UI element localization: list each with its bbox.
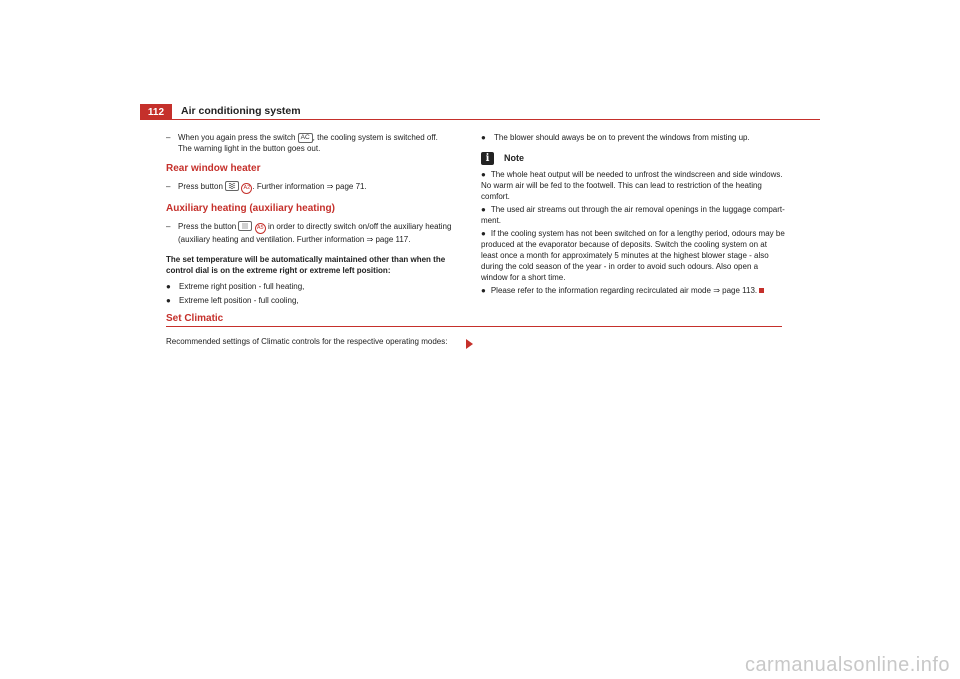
rear-heater-text: Press button	[178, 182, 226, 191]
temperature-note: The set temperature will be automatically maintained other than when the control dial is on the extreme right or extreme left position:	[166, 255, 446, 275]
aux-heating-text: Press the button	[178, 222, 239, 231]
ref-arrow: ⇒	[326, 182, 334, 191]
aux-heating-step	[166, 221, 452, 245]
page-link-117[interactable]: page 117.	[373, 235, 411, 244]
set-climatic-text: Recommended settings of Climatic controls for the respective operating modes:	[166, 337, 448, 346]
note-text: The used air streams out through the air removal openings in the luggage compart-ment.	[481, 205, 785, 225]
bullet-icon: ●	[481, 286, 486, 295]
bullet-text: Extreme left position - full cooling,	[179, 296, 299, 305]
list-item	[166, 295, 452, 306]
rear-heater-heading: Rear window heater	[166, 163, 261, 174]
ref-a5-icon: A5	[255, 223, 266, 234]
note-text: Please refer to the information regarding recirculated air mode	[490, 286, 714, 295]
bullet-icon: ●	[481, 229, 486, 238]
rear-heater-step	[166, 181, 452, 194]
note-header	[481, 152, 785, 165]
ac-step-text: When you again press the switch	[178, 133, 298, 142]
continue-arrow-icon	[465, 336, 474, 354]
ac-key-icon: AC	[298, 133, 313, 143]
right-column	[481, 132, 785, 298]
bullet-icon: ●	[166, 282, 171, 291]
rear-defrost-icon	[225, 181, 239, 191]
header-rule	[140, 119, 820, 120]
bullet-icon: ●	[166, 296, 171, 305]
bullet-icon: ●	[481, 133, 486, 142]
watermark: carmanualsonline.info	[744, 654, 950, 676]
page-number: 112	[140, 104, 172, 120]
bullet-text: The blower should aways be on to prevent the windows from misting up.	[494, 133, 750, 142]
note-label: Note	[504, 153, 524, 163]
ref-arrow: ⇒	[713, 286, 720, 295]
note-text: If the cooling system has not been switched on for a lengthy period, odours may be produced at the evaporator because of deposits. Switch the cooling system on at least once a month for approximately 5 minutes at the highest blower stage - also during the cold season of the year - in order to avoid such odours. Also open a window for a short time.	[481, 229, 785, 282]
rear-heater-further: . Further information	[252, 182, 327, 191]
page-link-71[interactable]: page 71.	[333, 182, 367, 191]
step-dash: –	[166, 222, 171, 231]
page-header-title: Air conditioning system	[181, 105, 301, 117]
info-icon: i	[481, 152, 494, 165]
step-dash: –	[166, 133, 171, 142]
ref-arrow: ⇒	[366, 235, 374, 244]
aux-heating-text-end: in order to directly switch on/off the auxiliary heating (auxiliary heating and ventilation. Further information	[178, 222, 452, 244]
bullet-text: Extreme right position - full heating,	[179, 282, 305, 291]
step-dash: –	[166, 182, 171, 191]
list-item	[166, 281, 452, 292]
blower-bullet	[481, 132, 785, 143]
ac-step	[166, 132, 452, 154]
left-column	[166, 132, 452, 309]
aux-heating-heading: Auxiliary heating (auxiliary heating)	[166, 203, 335, 214]
bullet-icon: ●	[481, 170, 486, 179]
ac-step-text-end: , the cooling system is switched off. The warning light in the button goes out.	[178, 133, 438, 153]
set-climatic-heading: Set Climatic	[166, 313, 224, 324]
bullet-icon: ●	[481, 205, 486, 214]
section-rule	[166, 326, 782, 327]
page-link-113[interactable]: page 113.	[719, 286, 758, 295]
note-item	[481, 169, 785, 202]
end-of-section-icon	[759, 288, 764, 293]
note-item	[481, 204, 785, 226]
note-item	[481, 285, 785, 296]
note-item	[481, 228, 785, 283]
note-text: The whole heat output will be needed to unfrost the windscreen and side windows. No warm air will be fed to the footwell. This can lead to restriction of the heating comfort.	[481, 170, 783, 201]
ref-a2-icon: A2	[241, 183, 252, 194]
aux-heating-key-icon	[238, 221, 252, 231]
